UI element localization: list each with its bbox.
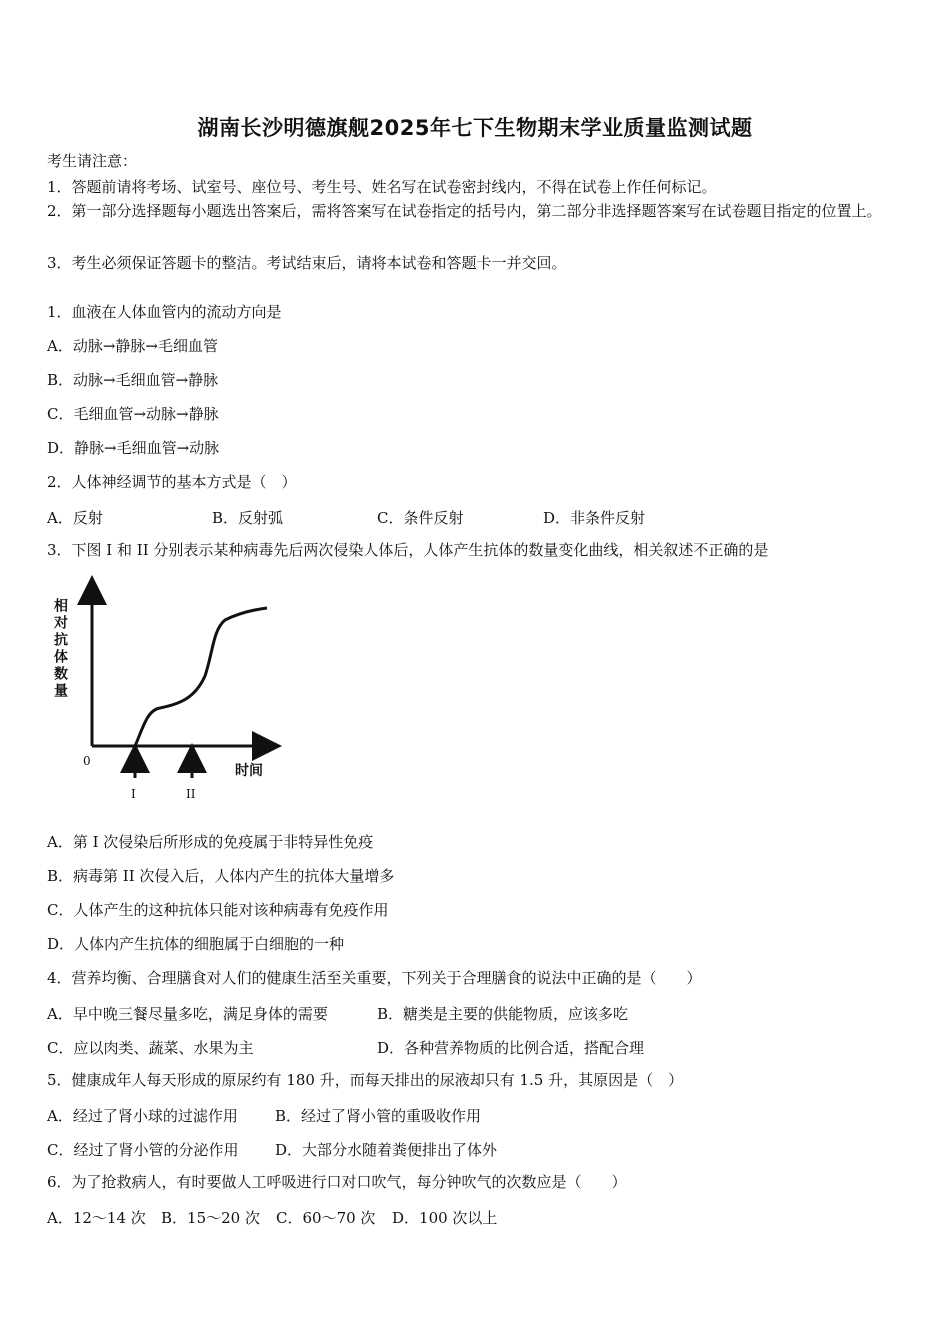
y-axis-label bbox=[52, 597, 69, 700]
q1-option-b: B．动脉→毛细血管→静脉 bbox=[47, 371, 219, 389]
question-2-stem: 2．人体神经调节的基本方式是（ ） bbox=[47, 473, 297, 491]
page-title: 湖南长沙明德旗舰2025年七下生物期末学业质量监测试题 bbox=[197, 116, 753, 140]
notice-item-2: 2．第一部分选择题每小题选出答案后，需将答案写在试卷指定的括号内，第二部分非选择题答案写在试卷题目指定的位置上。 bbox=[47, 202, 882, 220]
notice-heading: 考生请注意： bbox=[47, 152, 138, 170]
origin-label: 0 bbox=[83, 754, 91, 768]
q3-option-b: B．病毒第 II 次侵入后，人体内产生的抗体大量增多 bbox=[47, 867, 395, 885]
q6-option-c: C．60～70 次 bbox=[276, 1209, 376, 1227]
q4-option-d: D．各种营养物质的比例合适，搭配合理 bbox=[377, 1039, 645, 1057]
q4-option-a: A．早中晚三餐尽量多吃，满足身体的需要 bbox=[47, 1005, 328, 1023]
q2-option-a: A．反射 bbox=[47, 509, 103, 527]
antibody-curve-figure bbox=[52, 578, 295, 808]
q6-option-d: D．100 次以上 bbox=[392, 1209, 498, 1227]
q3-option-d: D．人体内产生抗体的细胞属于白细胞的一种 bbox=[47, 935, 345, 953]
q5-option-b: B．经过了肾小管的重吸收作用 bbox=[275, 1107, 482, 1125]
question-6-stem: 6．为了抢救病人，有时要做人工呼吸进行口对口吹气，每分钟吹气的次数应是（ ） bbox=[47, 1173, 627, 1191]
antibody-curve bbox=[92, 608, 267, 746]
x-axis-label: 时间 bbox=[235, 763, 263, 779]
q5-option-d: D．大部分水随着粪便排出了体外 bbox=[275, 1141, 498, 1159]
question-1-stem: 1．血液在人体血管内的流动方向是 bbox=[47, 303, 282, 321]
notice-item-1: 1．答题前请将考场、试室号、座位号、考生号、姓名写在试卷密封线内，不得在试卷上作任何标记。 bbox=[47, 178, 717, 196]
q3-option-a: A．第 I 次侵染后所形成的免疫属于非特异性免疫 bbox=[47, 833, 374, 851]
q1-option-c: C．毛细血管→动脉→静脉 bbox=[47, 405, 219, 423]
question-5-stem: 5．健康成年人每天形成的原尿约有 180 升，而每天排出的尿液却只有 1.5 升，其原因是（ ） bbox=[47, 1071, 684, 1089]
q2-option-c: C．条件反射 bbox=[377, 509, 464, 527]
q3-option-c: C．人体产生的这种抗体只能对该种病毒有免疫作用 bbox=[47, 901, 389, 919]
q4-option-b: B．糖类是主要的供能物质，应该多吃 bbox=[377, 1005, 629, 1023]
q6-option-b: B．15～20 次 bbox=[161, 1209, 260, 1227]
q5-option-c: C．经过了肾小管的分泌作用 bbox=[47, 1141, 239, 1159]
q6-option-a: A．12～14 次 bbox=[47, 1209, 146, 1227]
q4-option-c: C．应以肉类、蔬菜、水果为主 bbox=[47, 1039, 254, 1057]
marker-1-label: I bbox=[131, 787, 136, 801]
question-4-stem: 4．营养均衡、合理膳食对人们的健康生活至关重要，下列关于合理膳食的说法中正确的是（ ） bbox=[47, 969, 702, 987]
q1-option-a: A．动脉→静脉→毛细血管 bbox=[47, 337, 218, 355]
q1-option-d: D．静脉→毛细血管→动脉 bbox=[47, 439, 220, 457]
marker-2-label: II bbox=[186, 787, 196, 801]
notice-item-3: 3．考生必须保证答题卡的整洁。考试结束后，请将本试卷和答题卡一并交回。 bbox=[47, 254, 567, 272]
y-label-char: 相对抗体数量 bbox=[52, 598, 68, 700]
q5-option-a: A．经过了肾小球的过滤作用 bbox=[47, 1107, 238, 1125]
q2-option-d: D．非条件反射 bbox=[543, 509, 646, 527]
q2-option-b: B．反射弧 bbox=[212, 509, 284, 527]
question-3-stem: 3．下图 I 和 II 分别表示某种病毒先后两次侵染人体后，人体产生抗体的数量变化曲线，相关叙述不正确的是 bbox=[47, 541, 769, 559]
